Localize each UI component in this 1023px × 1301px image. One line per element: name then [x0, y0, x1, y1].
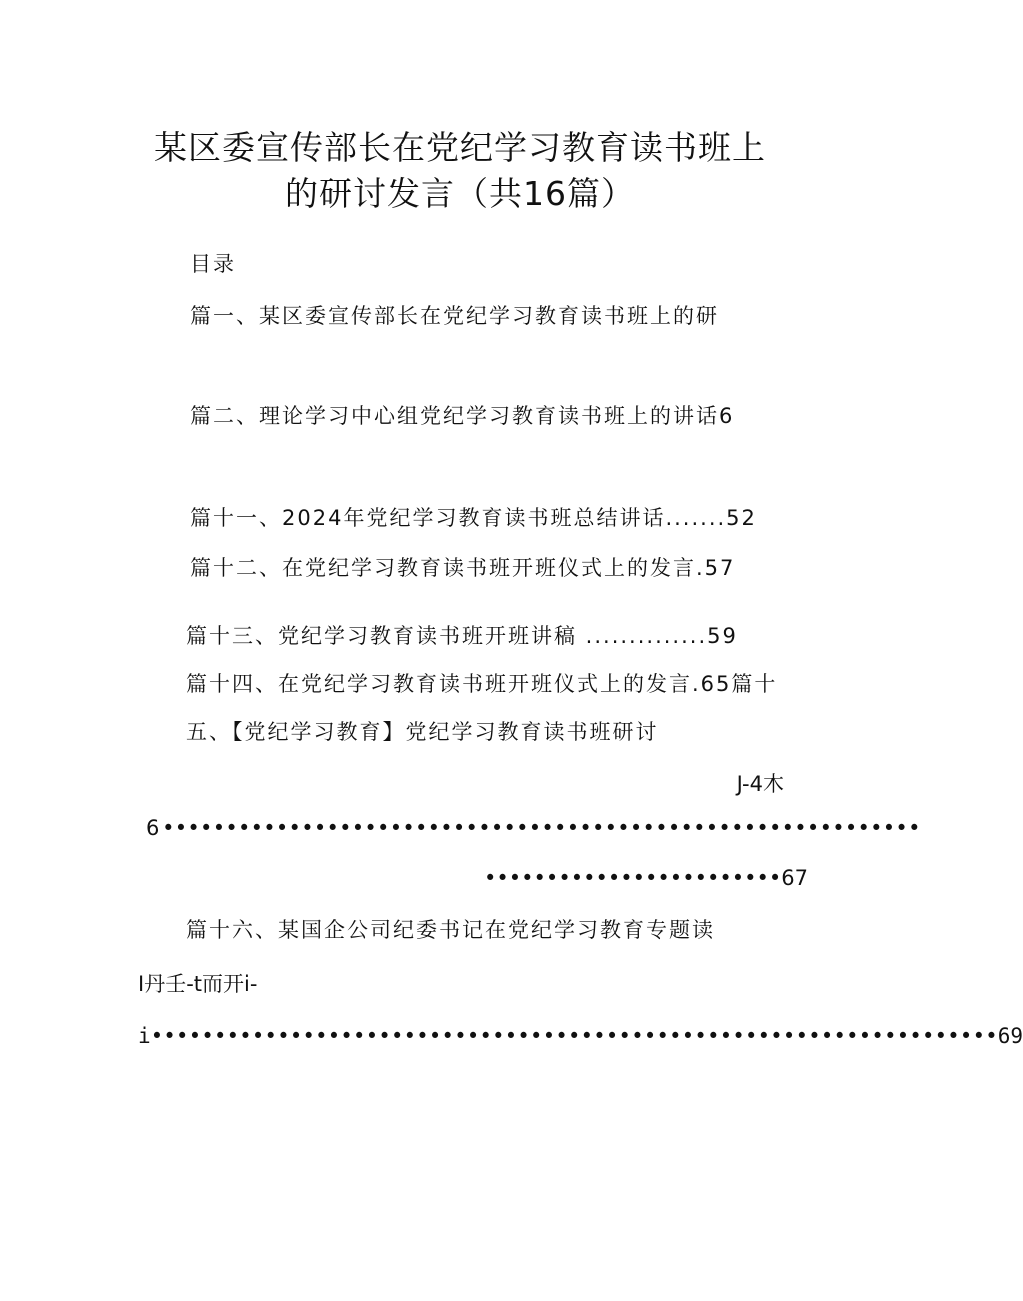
toc-entry-2: 篇二、理论学习中心组党纪学习教育读书班上的讲话6 [190, 404, 735, 428]
toc-entry-15-lead: 6 [146, 816, 160, 840]
toc-entry-11: 篇十一、2024年党纪学习教育读书班总结讲话.......52 [190, 506, 757, 530]
toc-entry-15-dot-leader: •••••••••••••••••••••••••••••••••••••••••••••••••••••••••••• [162, 816, 921, 840]
toc-entry-13: 篇十三、党纪学习教育读书班开班讲稿 ..............59 [186, 624, 738, 648]
toc-entry-16-line1: 篇十六、某国企公司纪委书记在党纪学习教育专题读 [186, 918, 715, 942]
toc-entry-16-page: i•••••••••••••••••••••••••••••••••••••••••••••••••••••••••••••••••••69 [138, 1024, 1023, 1048]
toc-entry-16-line2: I丹壬-t而开i- [138, 972, 258, 996]
document-title-line1: 某区委宣传部长在党纪学习教育读书班上 [154, 128, 766, 167]
toc-entry-15-page: ••••••••••••••••••••••••67 [484, 866, 809, 890]
toc-entry-14: 篇十四、在党纪学习教育读书班开班仪式上的发言.65篇十 [186, 672, 778, 696]
toc-entry-15-line1: 五、【党纪学习教育】党纪学习教育读书班研讨 [186, 720, 659, 744]
toc-entry-1: 篇一、某区委宣传部长在党纪学习教育读书班上的研 [190, 304, 719, 328]
toc-entry-15-fragment: J-4木 [736, 772, 784, 796]
toc-heading: 目录 [190, 252, 236, 276]
toc-entry-12: 篇十二、在党纪学习教育读书班开班仪式上的发言.57 [190, 556, 736, 580]
document-title-line2: 的研讨发言（共16篇） [285, 174, 635, 213]
